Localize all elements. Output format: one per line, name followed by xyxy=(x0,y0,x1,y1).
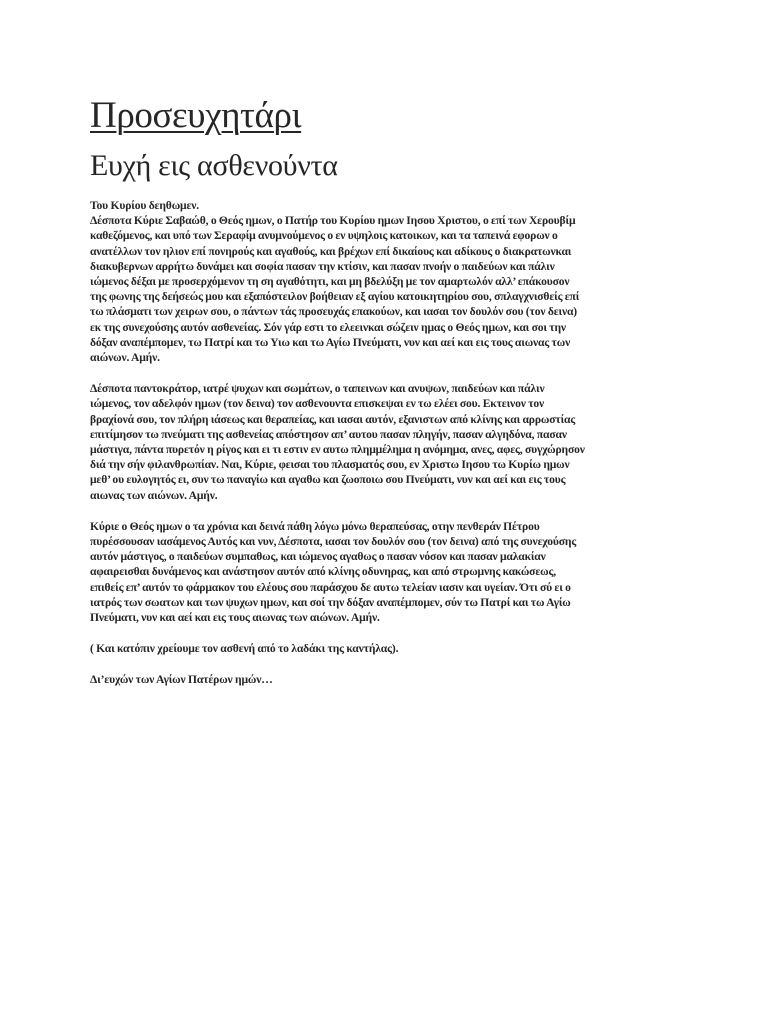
text-line: ιώμενος δέξαι με προσερχόμενον τη ση αγαθότητι, και μη βδελύξη με τον αμαρτωλόν αλλ’ επάκουσον xyxy=(90,275,570,289)
text-line: Δέσποτα παντοκράτορ, ιατρέ ψυχων και σωμάτων, ο ταπεινων και ανυψων, παιδεύων και πάλιν xyxy=(90,382,545,396)
text-line: βραχίονά σου, τον πλήρη ιάσεως και θεραπείας, και ιασαι αυτόν, εξανιστων από κλίνης και αρρωστίας xyxy=(90,412,576,426)
paragraph xyxy=(90,519,678,625)
document-page xyxy=(90,92,678,704)
text-line: διά την σήν φιλανθρωπίαν. Ναι, Κύριε, φεισαι του πλασματός σου, εν Χριστω Ιησου τω Κυρίω ημων xyxy=(90,458,570,472)
text-line: Κύριε ο Θεός ημων ο τα χρόνια και δεινά πάθη λόγω μόνω θεραπεύσας, οτην πενθεράν Πέτρου xyxy=(90,519,540,533)
text-line: μάστιγα, πάντα πυρετόν η ρίγος και ει τι εστιν εν αυτω πλημμέλημα η ανόμημα, ανες, αφες, συγχώρησον xyxy=(90,443,585,457)
text-line: εκ της συνεχούσης αυτόν ασθενείας. Σόν γάρ εστι το ελεεινκαι σώζειν ημας ο Θεός ημων, και σοι την xyxy=(90,320,566,334)
paragraph xyxy=(90,381,678,503)
text-line: μεθ’ ου ευλογητός ει, συν τω παναγίω και αγαθω και ζωοποιω σου Πνεύματι, νυν και αεί και εις τους xyxy=(90,473,566,487)
text-line: πυρέσσουσαν ιασάμενος Αυτός και νυν, Δέσποτα, ιασαι τον δουλόν σου (τον δεινα) από της συνεχούσης xyxy=(90,535,577,549)
paragraph xyxy=(90,198,678,365)
document-body xyxy=(90,198,678,688)
document-title: Προσευχητάρι xyxy=(90,95,302,136)
text-line: Δι’ευχών των Αγίων Πατέρων ημών… xyxy=(90,673,273,687)
text-line: επιθείς επ’ αυτόν το φάρμακον του ελέους σου παράσχου δε αυτω τελείαν ιασιν και υγείαν. Ότι σύ ει ο xyxy=(90,580,571,594)
text-line: διακυβερνων αρρήτω δυνάμει και σοφία πασαν την κτίσιν, και πασαν πνοήν ο παιδεύων και πάλιν xyxy=(90,259,555,273)
text-line: ( Και κατόπιν χρείουμε τον ασθενή από το λαδάκι της καντήλας). xyxy=(90,642,399,656)
text-line: Δέσποτα Κύριε Σαβαώθ, ο Θεός ημων, ο Πατήρ του Κυρίου ημων Ιησου Χριστου, ο επί των Χερουβίμ xyxy=(90,214,576,228)
text-line: Πνεύματι, νυν και αεί και εις τους αιωνας των αιώνων. Αμήν. xyxy=(90,611,380,625)
text-line: αφαιρεισθαι δυνάμενος και ανάστησον αυτόν από κλίνης οδυνηρας, και από στρωμνης κακώσεως, xyxy=(90,565,556,579)
text-line: ιατρός των σωατων και των ψυχων ημων, και σοί την δόξαν αναπέμπομεν, σύν τω Πατρί και τω Αγίω xyxy=(90,595,571,609)
document-subtitle: Ευχή εις ασθενούντα xyxy=(90,149,338,182)
text-line: αυτόν μάστιγος, ο παιδεύων συμπαθως, και ιώμενος αγαθως ο πασαν νόσον και πασαν μαλακίαν xyxy=(90,550,546,564)
text-line: επιτίμησον τω πνεύματι της ασθενείας απόστησον απ’ αυτου πασαν πληγήν, πασαν αλγηδόνα, πασαν xyxy=(90,427,567,441)
paragraph xyxy=(90,641,678,656)
text-line: αιωνας των αιώνων. Αμήν. xyxy=(90,488,218,502)
text-line: Του Κυρίου δεηθωμεν. xyxy=(90,199,200,212)
text-line: της φωνης της δεήσεώς μου και εξαπόστειλον βοήθειαν εξ αγίου κατοικητηρίου σου, σπλαγχνισθείς επί xyxy=(90,290,580,304)
text-line: ανατέλλων τον ηλιον επί πονηρούς και αγαθούς, και βρέχων επί δικαίους και αδίκους ο διακρατωνκαι xyxy=(90,244,572,258)
text-line: τω πλάσματι των χειρων σου, ο πάντων τάς προσευχάς επακούων, και ιασαι τον δουλόν σου (τον δεινα) xyxy=(90,305,577,319)
text-line: ιώμενος, τον αδελφόν ημων (τον δεινα) τον ασθενουντα επισκεψαι εν τω ελέει σου. Εκτεινον τον xyxy=(90,397,545,411)
text-line: καθεζόμενος, και υπό των Σεραφίμ ανυμνούμενος ο εν υψηλοις κατοικων, και τα ταπεινά εφορων ο xyxy=(90,229,558,243)
text-line: δόξαν αναπέμπομεν, τω Πατρί και τω Υιω και τω Αγίω Πνεύματι, νυν και αεί και εις τους αιωνας των xyxy=(90,335,571,349)
paragraph xyxy=(90,672,678,687)
text-line: αιώνων. Αμήν. xyxy=(90,351,160,365)
